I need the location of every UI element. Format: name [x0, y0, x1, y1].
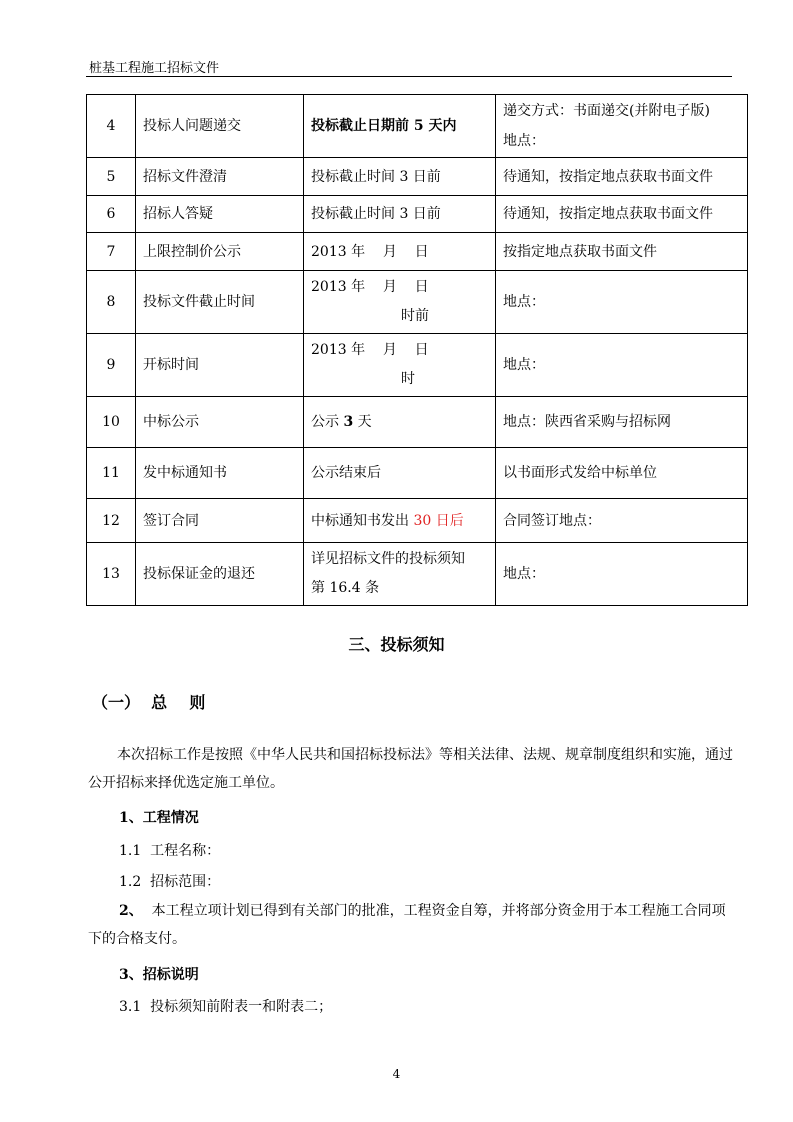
row-item: 上限控制价公示 — [136, 233, 304, 271]
row-time — [304, 397, 496, 448]
row-number: 8 — [87, 271, 136, 334]
row-note-line: 递交方式：书面递交(并附电子版) — [503, 103, 710, 119]
row-time — [304, 499, 496, 543]
heading-bid-notes: 3、招标说明 — [119, 967, 199, 983]
row-time-line: 第 16.4 条 — [311, 580, 380, 596]
header-title: 桩基工程施工招标文件 — [89, 61, 220, 76]
row-item: 中标公示 — [136, 397, 304, 448]
heading-project-info: 1、工程情况 — [119, 810, 199, 826]
row-note: 地点：陕西省采购与招标网 — [496, 397, 748, 448]
row-time-line: 2013 年 月 日 — [311, 279, 429, 295]
table-row — [87, 233, 748, 271]
table-row — [87, 448, 748, 499]
row-time — [304, 334, 496, 397]
row-time: 投标截止时间 3 日前 — [304, 158, 496, 196]
row-number: 4 — [87, 95, 136, 158]
table-row — [87, 499, 748, 543]
table-row — [87, 158, 748, 196]
schedule-table — [86, 94, 748, 606]
row-item: 招标人答疑 — [136, 196, 304, 233]
row-time — [304, 543, 496, 606]
table-row — [87, 271, 748, 334]
funding-text: 本工程立项计划已得到有关部门的批准，工程资金自筹，并将部分资金用于本工程施工合同项下的合格支付。 — [88, 903, 726, 947]
row-time: 投标截止日期前 5 天内 — [304, 95, 496, 158]
header-rule — [86, 76, 732, 77]
row-number: 7 — [87, 233, 136, 271]
row-note: 以书面形式发给中标单位 — [496, 448, 748, 499]
row-time-line: 时前 — [401, 308, 429, 324]
row-item: 投标人问题递交 — [136, 95, 304, 158]
row-time: 公示结束后 — [304, 448, 496, 499]
row-time-line: 时 — [401, 371, 415, 387]
row-note: 地点： — [496, 271, 748, 334]
table-row — [87, 397, 748, 448]
row-number: 5 — [87, 158, 136, 196]
row-item: 签订合同 — [136, 499, 304, 543]
table-row — [87, 334, 748, 397]
row-time-line: 2013 年 月 日 — [311, 342, 429, 358]
funding-paragraph — [88, 897, 733, 953]
row-time: 投标截止时间 3 日前 — [304, 196, 496, 233]
row-note: 地点： — [496, 334, 748, 397]
row-note: 地点： — [496, 543, 748, 606]
subsection-title: （一） 总 则 — [92, 693, 206, 712]
row-note: 按指定地点获取书面文件 — [496, 233, 748, 271]
row-number: 12 — [87, 499, 136, 543]
row-number: 6 — [87, 196, 136, 233]
row-item: 开标时间 — [136, 334, 304, 397]
project-name-line: 1.1 工程名称： — [119, 843, 221, 859]
funding-lead: 2、 — [119, 903, 143, 919]
section-title: 三、投标须知 — [348, 635, 445, 654]
row-time-highlight: 30 日后 — [413, 512, 464, 529]
row-item: 投标文件截止时间 — [136, 271, 304, 334]
row-time: 2013 年 月 日 — [304, 233, 496, 271]
row-number: 11 — [87, 448, 136, 499]
row-item: 投标保证金的退还 — [136, 543, 304, 606]
row-time-bold: 3 — [343, 414, 354, 430]
table-row — [87, 95, 748, 158]
row-item: 招标文件澄清 — [136, 158, 304, 196]
row-note: 待通知，按指定地点获取书面文件 — [496, 196, 748, 233]
row-item: 发中标通知书 — [136, 448, 304, 499]
row-note: 合同签订地点： — [496, 499, 748, 543]
row-note-line: 地点： — [503, 133, 545, 149]
row-time-pre: 公示 — [311, 414, 344, 430]
bid-scope-line: 1.2 招标范围： — [119, 874, 221, 890]
row-number: 10 — [87, 397, 136, 448]
row-time — [304, 271, 496, 334]
row-time-line: 详见招标文件的投标须知 — [311, 551, 465, 567]
row-number: 13 — [87, 543, 136, 606]
row-note: 待通知，按指定地点获取书面文件 — [496, 158, 748, 196]
table-row — [87, 543, 748, 606]
row-time-pre: 中标通知书发出 — [311, 512, 414, 529]
row-time-post: 天 — [353, 414, 372, 430]
bid-notes-line: 3.1 投标须知前附表一和附表二； — [119, 999, 333, 1015]
page-number: 4 — [392, 1067, 401, 1081]
intro-paragraph: 本次招标工作是按照《中华人民共和国招标投标法》等相关法律、法规、规章制度组织和实施，通过公开招标来择优选定施工单位。 — [88, 747, 733, 791]
row-number: 9 — [87, 334, 136, 397]
row-note — [496, 95, 748, 158]
table-row — [87, 196, 748, 233]
